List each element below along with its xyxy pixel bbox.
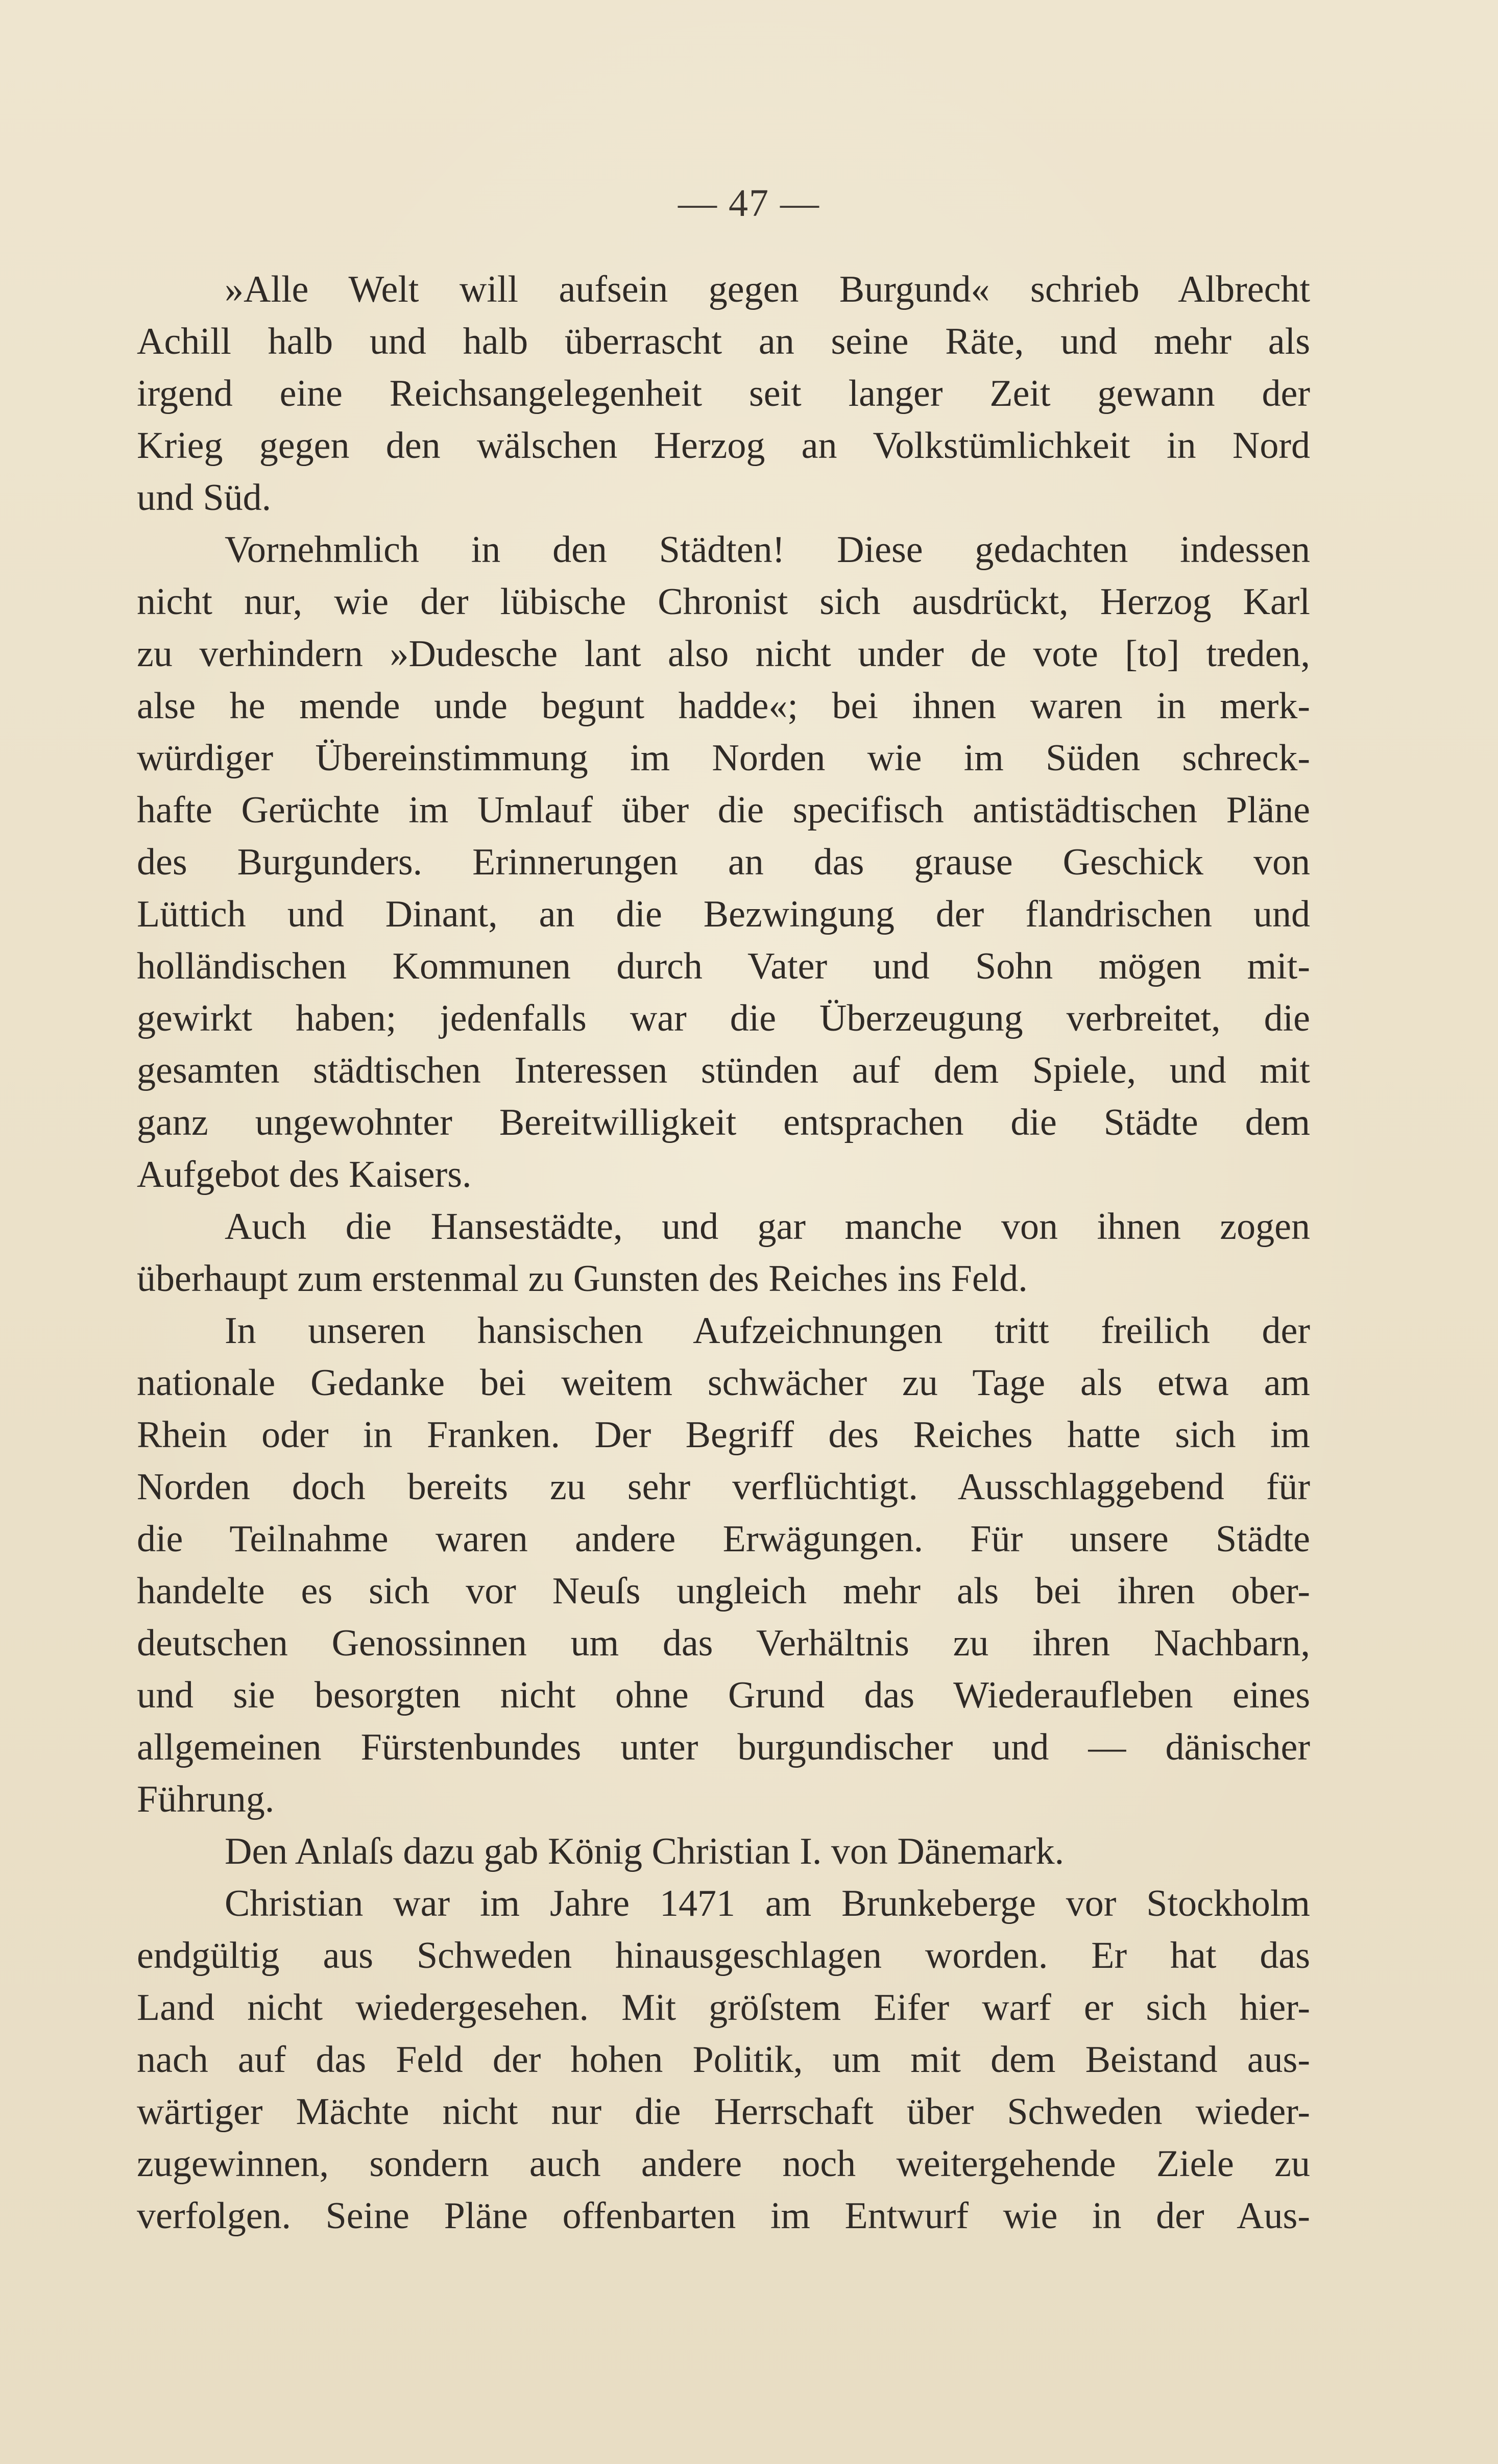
text-line: Den Anlaſs dazu gab König Christian I. von Dänemark. bbox=[225, 1831, 1065, 1872]
text-line: Führung. bbox=[137, 1778, 275, 1820]
paragraph bbox=[137, 1201, 1310, 1305]
text-line: gesamten städtischen Interessen stünden auf dem Spiele, und mit bbox=[137, 1050, 1310, 1091]
text-line: hafte Gerüchte im Umlauf über die specifisch antistädtischen Pläne bbox=[137, 789, 1310, 831]
text-line: nicht nur, wie der lübische Chronist sich ausdrückt, Herzog Karl bbox=[137, 581, 1310, 623]
text-line: zu verhindern »Dudesche lant also nicht under de vote [to] treden, bbox=[137, 633, 1310, 675]
text-line: Land nicht wiedergesehen. Mit gröſstem Eifer warf er sich hier- bbox=[137, 1987, 1310, 2029]
text-line: ganz ungewohnter Bereitwilligkeit entsprachen die Städte dem bbox=[137, 1102, 1310, 1143]
text-line: handelte es sich vor Neuſs ungleich mehr als bei ihren ober- bbox=[137, 1570, 1310, 1612]
text-line: Aufgebot des Kaisers. bbox=[137, 1154, 472, 1196]
text-line: nationale Gedanke bei weitem schwächer zu Tage als etwa am bbox=[137, 1362, 1310, 1404]
text-line: überhaupt zum erstenmal zu Gunsten des Reiches ins Feld. bbox=[137, 1258, 1028, 1300]
text-line: holländischen Kommunen durch Vater und Sohn mögen mit- bbox=[137, 945, 1310, 987]
text-line: deutschen Genossinnen um das Verhältnis zu ihren Nachbarn, bbox=[137, 1622, 1310, 1664]
text-line: Christian war im Jahre 1471 am Brunkeberge vor Stockholm bbox=[225, 1883, 1310, 1924]
paragraph bbox=[137, 263, 1310, 524]
text-line: Krieg gegen den wälschen Herzog an Volkstümlichkeit in Nord bbox=[137, 425, 1310, 467]
text-line: Auch die Hansestädte, und gar manche von ihnen zogen bbox=[225, 1206, 1310, 1248]
text-line: nach auf das Feld der hohen Politik, um mit dem Beistand aus- bbox=[137, 2039, 1310, 2081]
text-line: des Burgunders. Erinnerungen an das grause Geschick von bbox=[137, 841, 1310, 883]
text-line: verfolgen. Seine Pläne offenbarten im Entwurf wie in der Aus- bbox=[137, 2195, 1310, 2237]
text-line: irgend eine Reichsangelegenheit seit langer Zeit gewann der bbox=[137, 373, 1310, 414]
text-line: und sie besorgten nicht ohne Grund das Wiederaufleben eines bbox=[137, 1674, 1310, 1716]
body-text bbox=[137, 263, 1310, 2242]
text-line: wärtiger Mächte nicht nur die Herrschaft über Schweden wieder- bbox=[137, 2091, 1310, 2133]
paragraph bbox=[137, 1825, 1310, 1877]
text-line: alse he mende unde begunt hadde«; bei ihnen waren in merk- bbox=[137, 685, 1310, 727]
text-line: Rhein oder in Franken. Der Begriff des Reiches hatte sich im bbox=[137, 1414, 1310, 1456]
text-line: zugewinnen, sondern auch andere noch weitergehende Ziele zu bbox=[137, 2143, 1310, 2185]
paragraph bbox=[137, 1877, 1310, 2242]
text-line: »Alle Welt will aufsein gegen Burgund« schrieb Albrecht bbox=[225, 269, 1310, 310]
page-number: — 47 — bbox=[678, 182, 820, 225]
paragraph bbox=[137, 1305, 1310, 1825]
paragraph bbox=[137, 524, 1310, 1201]
text-line: Vornehmlich in den Städten! Diese gedachten indessen bbox=[225, 529, 1310, 571]
text-line: Lüttich und Dinant, an die Bezwingung der flandrischen und bbox=[137, 893, 1310, 935]
text-line: und Süd. bbox=[137, 477, 272, 519]
text-line: Achill halb und halb überrascht an seine Räte, und mehr als bbox=[137, 321, 1310, 362]
text-line: endgültig aus Schweden hinausgeschlagen worden. Er hat das bbox=[137, 1935, 1310, 1977]
text-line: die Teilnahme waren andere Erwägungen. Für unsere Städte bbox=[137, 1518, 1310, 1560]
text-line: Norden doch bereits zu sehr verflüchtigt. Ausschlaggebend für bbox=[137, 1466, 1310, 1508]
text-line: allgemeinen Fürstenbundes unter burgundischer und — dänischer bbox=[137, 1726, 1310, 1768]
text-line: würdiger Übereinstimmung im Norden wie im Süden schreck- bbox=[137, 737, 1310, 779]
text-line: gewirkt haben; jedenfalls war die Überzeugung verbreitet, die bbox=[137, 997, 1310, 1039]
text-line: In unseren hansischen Aufzeichnungen tritt freilich der bbox=[225, 1310, 1310, 1352]
